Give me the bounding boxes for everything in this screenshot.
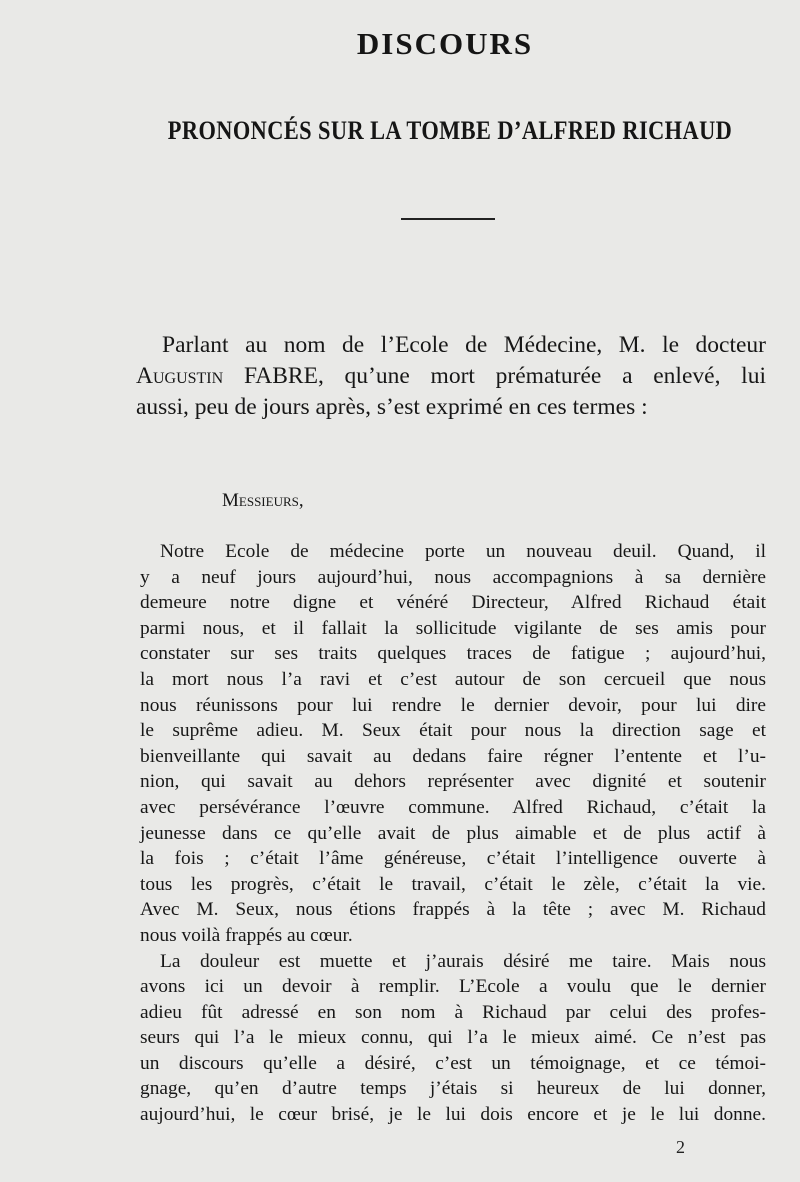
page-number: 2 xyxy=(676,1137,685,1157)
body-line: aujourd’hui, le cœur brisé, je le lui dois encore et je le lui donne. xyxy=(140,1104,766,1126)
body-line: Notre Ecole de médecine porte un nouveau deuil. Quand, il xyxy=(160,541,766,562)
body-line: La douleur est muette et j’aurais désiré me taire. Mais nous xyxy=(160,950,766,972)
body-line: le suprême adieu. M. Seux était pour nous la direction sage et xyxy=(140,720,766,742)
body-line: tous les progrès, c’était le travail, c’était le zèle, c’était la vie. xyxy=(140,873,766,895)
speech-body xyxy=(140,539,766,1128)
body-line: parmi nous, et il fallait la sollicitude vigilante de ses amis pour xyxy=(140,617,766,639)
intro-line-2 xyxy=(136,361,766,392)
body-line: Avec M. Seux, nous étions frappés à la tête ; avec M. Richaud xyxy=(140,899,766,921)
page-title: DISCOURS xyxy=(356,26,534,61)
intro-paragraph xyxy=(136,330,766,423)
intro-author-first-name: Augustin xyxy=(136,363,224,389)
body-line: nous réunissons pour lui rendre le dernier devoir, pour lui dire xyxy=(140,694,766,716)
body-line: adieu fût adressé en son nom à Richaud par celui des profes- xyxy=(140,1001,766,1023)
body-line: la mort nous l’a ravi et c’est autour de son cercueil que nous xyxy=(140,668,766,690)
body-line: y a neuf jours aujourd’hui, nous accompagnions à sa dernière xyxy=(140,566,766,588)
body-line: avons ici un devoir à remplir. L’Ecole a voulu que le dernier xyxy=(140,976,766,998)
intro-line-1: Parlant au nom de l’Ecole de Médecine, M. le docteur xyxy=(162,332,766,358)
intro-line-2-rest: FABRE, qu’une mort prématurée a enlevé, lui xyxy=(223,363,766,389)
title-divider xyxy=(401,218,495,220)
intro-line-3: aussi, peu de jours après, s’est exprimé en ces termes : xyxy=(136,394,648,420)
body-line: demeure notre digne et vénéré Directeur, Alfred Richaud était xyxy=(140,592,766,614)
body-line: nous voilà frappés au cœur. xyxy=(140,924,353,946)
body-line: gnage, qu’en d’autre temps j’étais si heureux de lui donner, xyxy=(140,1078,766,1100)
salutation: Messieurs, xyxy=(222,490,304,511)
body-line: la fois ; c’était l’âme généreuse, c’était l’intelligence ouverte à xyxy=(140,848,766,870)
body-line: seurs qui l’a le mieux connu, qui l’a le mieux aimé. Ce n’est pas xyxy=(140,1027,766,1049)
body-line: bienveillante qui savait au dedans faire régner l’entente et l’u- xyxy=(140,745,766,767)
body-line: avec persévérance l’œuvre commune. Alfred Richaud, c’était la xyxy=(140,796,766,818)
body-line: un discours qu’elle a désiré, c’est un témoignage, et ce témoi- xyxy=(140,1052,766,1074)
body-line: nion, qui savait au dehors représenter avec dignité et soutenir xyxy=(140,771,766,793)
body-line: constater sur ses traits quelques traces de fatigue ; aujourd’hui, xyxy=(140,643,766,665)
page-subtitle: PRONONCÉS SUR LA TOMBE D’ALFRED RICHAUD xyxy=(167,116,733,145)
body-line: jeunesse dans ce qu’elle avait de plus aimable et de plus actif à xyxy=(140,822,766,844)
